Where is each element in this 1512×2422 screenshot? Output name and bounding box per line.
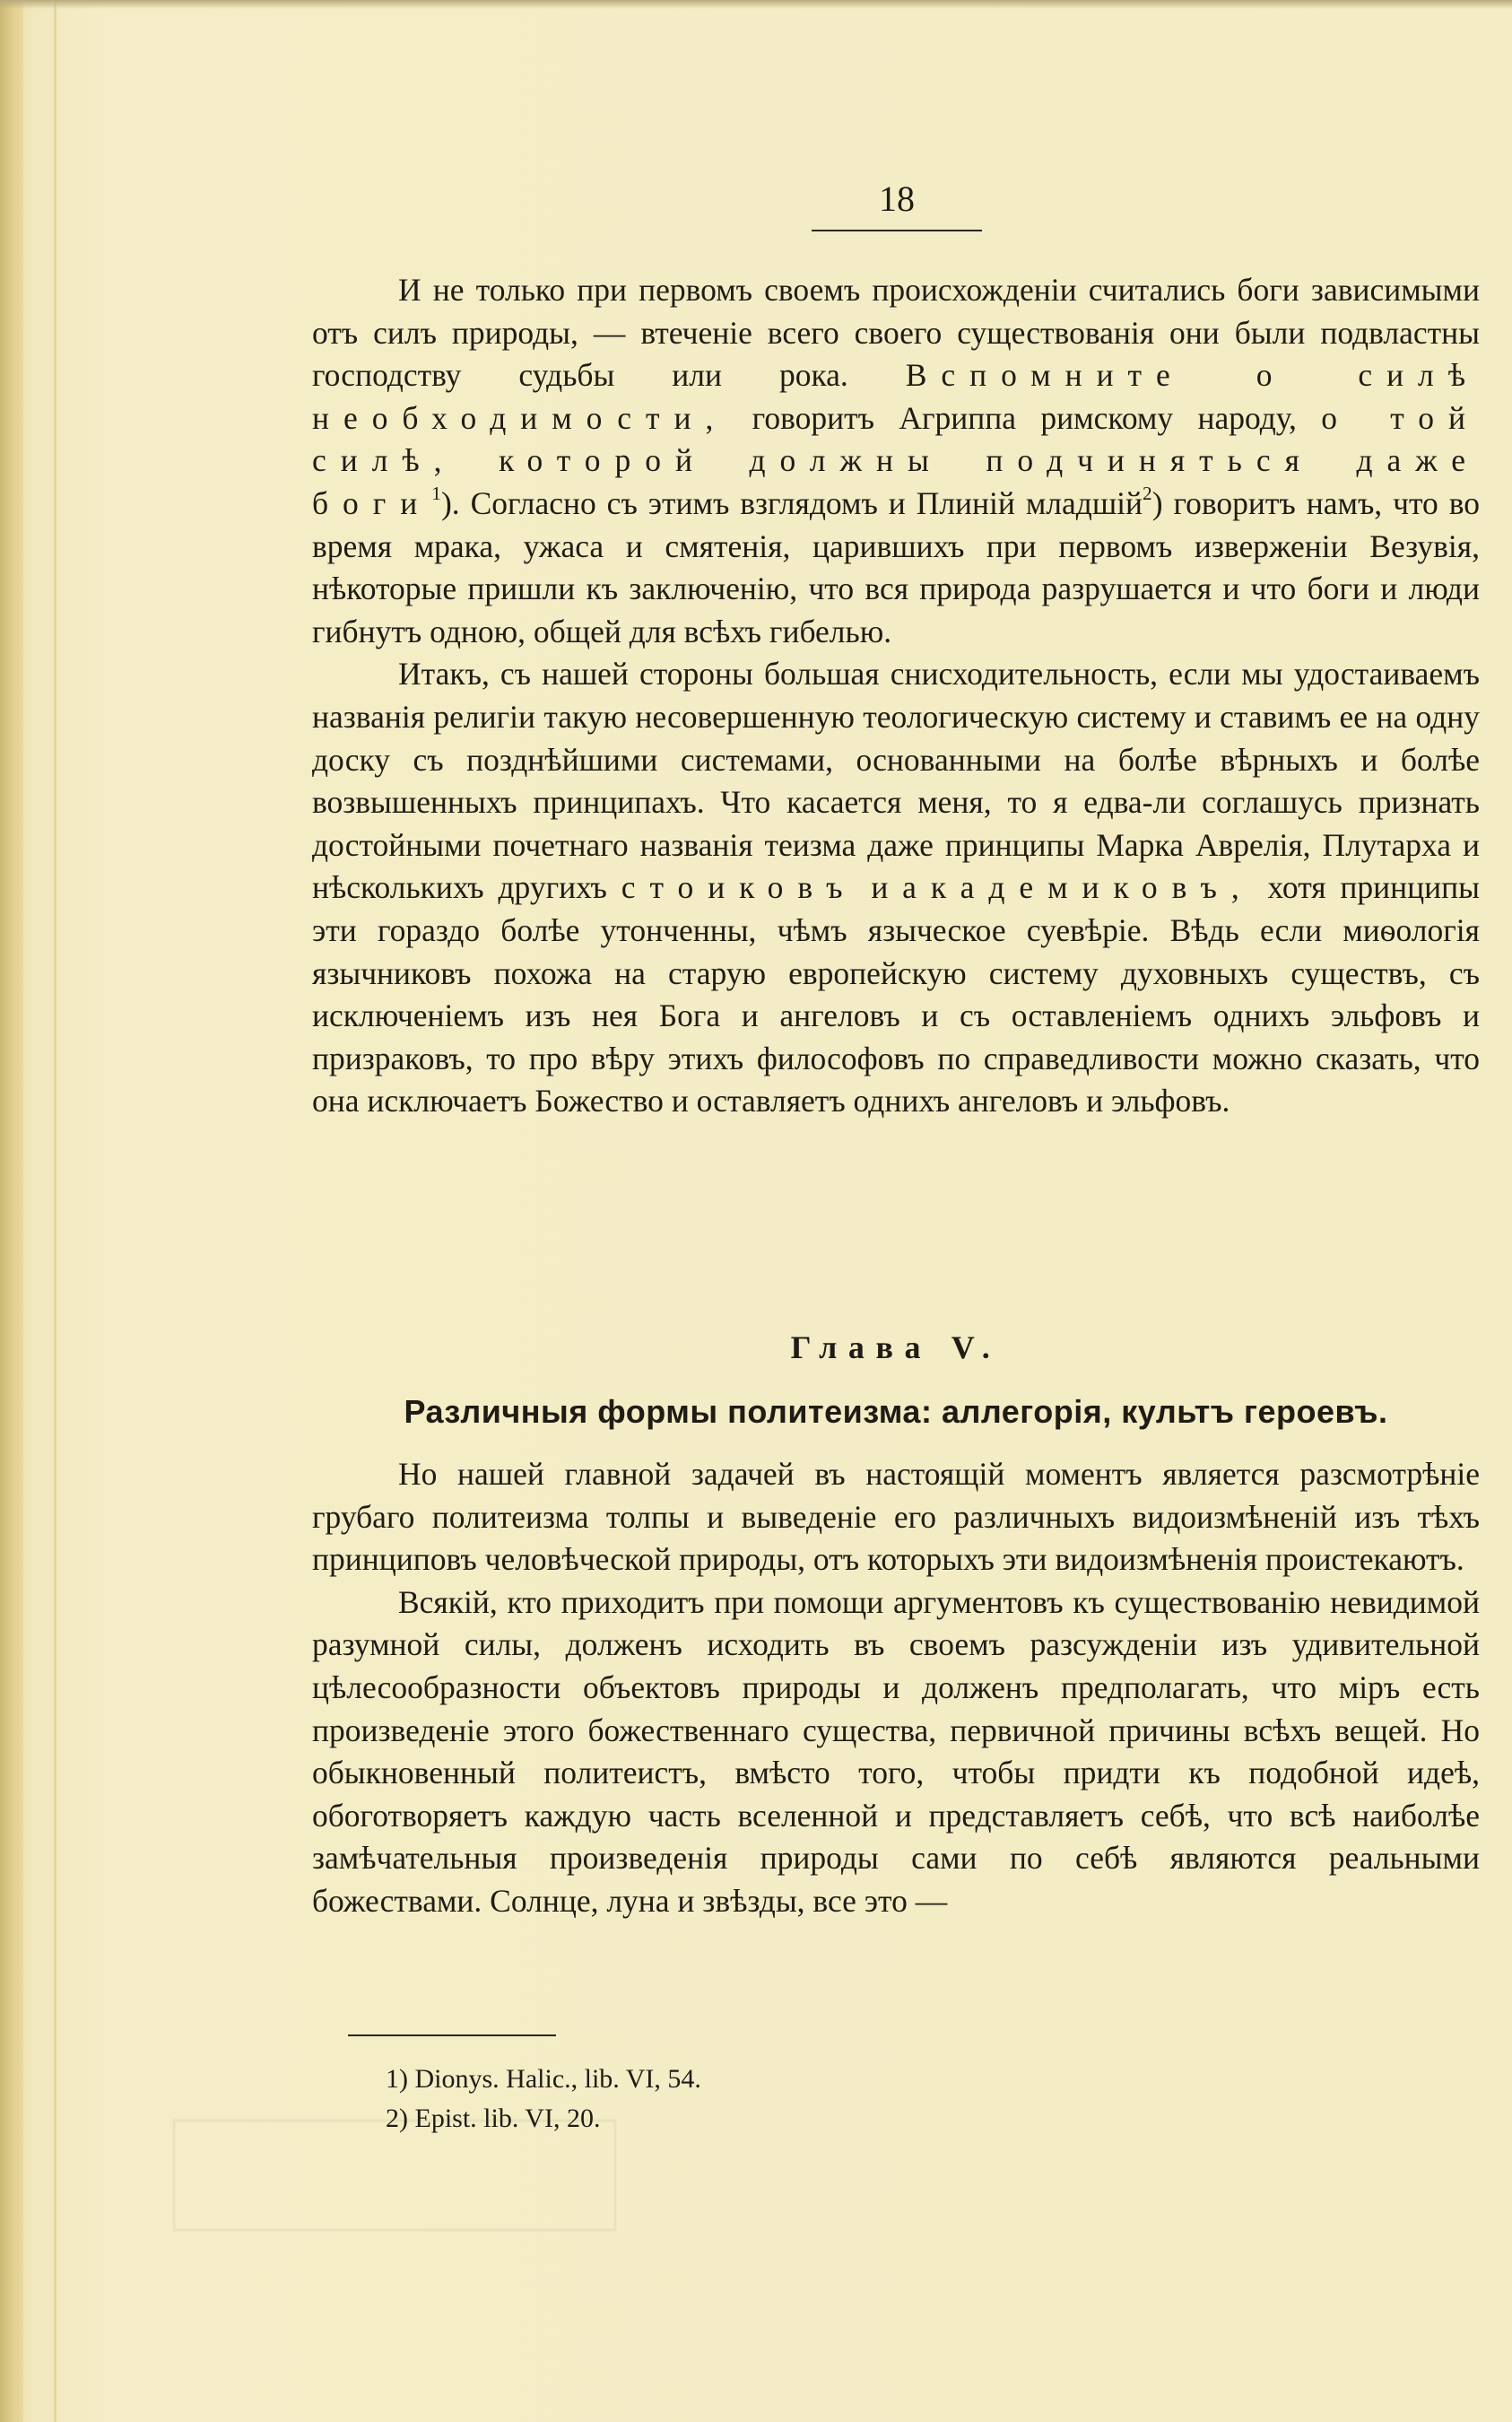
text-run: хотя принципы эти гораздо болѣе утонченны, чѣмъ языческое суевѣріе. Вѣдь если миѳологія язычниковъ похожа на старую европейскую систему духовныхъ существъ, съ исключеніемъ изъ нея Бога и ангеловъ и съ оставленіемъ однихъ эльфовъ и призраковъ, то про вѣру этихъ философовъ по справедливости можно сказать, что она исключаетъ Божество и оставляетъ однихъ ангеловъ и эльфовъ. [312,869,1480,1120]
footnote-ref: 2 [1143,483,1152,504]
footnote-separator [348,2034,556,2036]
text-run: Итакъ, съ нашей стороны большая снисходительность, если мы удостаиваемъ названія религіи такую несовершенную теологическую систему и ставимъ ее на одну доску съ позднѣйшими системами, основанными на болѣе вѣрныхъ и болѣе возвышенныхъ принципахъ. Что касается меня, то я едва-ли соглашусь признать достойными почетнаго названія теизма даже принципы Марка Аврелія, Плутарха и нѣсколькихъ другихъ [312,656,1480,906]
text-run: ) говоритъ намъ, что во время мрака, ужаса и смятенія, царившихъ при первомъ изверженіи Везувія, нѣкоторые пришли къ заключенію, что вся природа разрушается и что боги и люди гибнутъ одною, общей для всѣхъ гибелью. [312,484,1480,649]
body-text-section-2 [312,1453,1480,1923]
spaced-emphasis: о той силѣ, которой должны подчиняться даже боги [312,399,1480,521]
footnote-1: 1) Dionys. Halic., lib. VI, 54. [386,2064,701,2094]
text-run: говоритъ Агриппа римскому народу, [727,399,1322,436]
text-run: ). Согласно съ этимъ взглядомъ и Плиній младшій [440,484,1143,521]
text-run: И не только при первомъ своемъ происхожденіи считались боги зависимыми отъ силъ природы, — втеченіе всего своего существованія они были подвластны господству судьбы или рока. [312,272,1480,394]
spaced-emphasis: стоиковъ [621,869,857,906]
paragraph [312,653,1480,1123]
paragraph [312,1581,1480,1923]
spaced-emphasis: академиковъ, [902,869,1254,906]
faint-library-stamp [170,2117,619,2234]
gutter-shadow [54,0,56,2422]
page-number-rule [812,230,982,231]
page-number: 18 [879,179,915,219]
body-text-section-1 [312,269,1480,1123]
paragraph [312,1453,1480,1581]
chapter-subtitle: Различныя формы политеизма: аллегорія, культъ героевъ. [404,1393,1388,1430]
spaced-emphasis: Вспомните о силѣ необходимости, [312,357,1480,436]
text-run: Всякій, кто приходитъ при помощи аргументовъ къ существованію невидимой разумной силы, долженъ исходить въ своемъ разсужденіи изъ удивительной цѣлесообразности объектовъ природы и долженъ предполагать, что міръ есть произведеніе этого божественнаго существа, первичной причины всѣхъ вещей. Но обыкновенный политеистъ, вмѣсто того, чтобы придти къ подобной идеѣ, обоготворяетъ каждую часть вселенной и представляетъ себѣ, что всѣ наиболѣе замѣчательныя произведенія природы сами по себѣ являются реальными божествами. Солнце, луна и звѣзды, все это — [312,1583,1480,1919]
top-edge-shadow [0,0,1512,9]
chapter-title: Глава V. [790,1329,1002,1365]
text-run: и [856,869,903,906]
footnote-2: 2) Epist. lib. VI, 20. [386,2104,601,2133]
text-run: Но нашей главной задачей въ настоящій моментъ является разсмотрѣніе грубаго политеизма толпы и выведеніе его различныхъ видоизмѣненій изъ тѣхъ принциповъ человѣческой природы, отъ которыхъ эти видоизмѣненія проистекаютъ. [312,1456,1480,1578]
footnote-ref: 1 [431,483,441,504]
page-gutter-edge [0,0,23,2422]
paragraph [312,269,1480,653]
